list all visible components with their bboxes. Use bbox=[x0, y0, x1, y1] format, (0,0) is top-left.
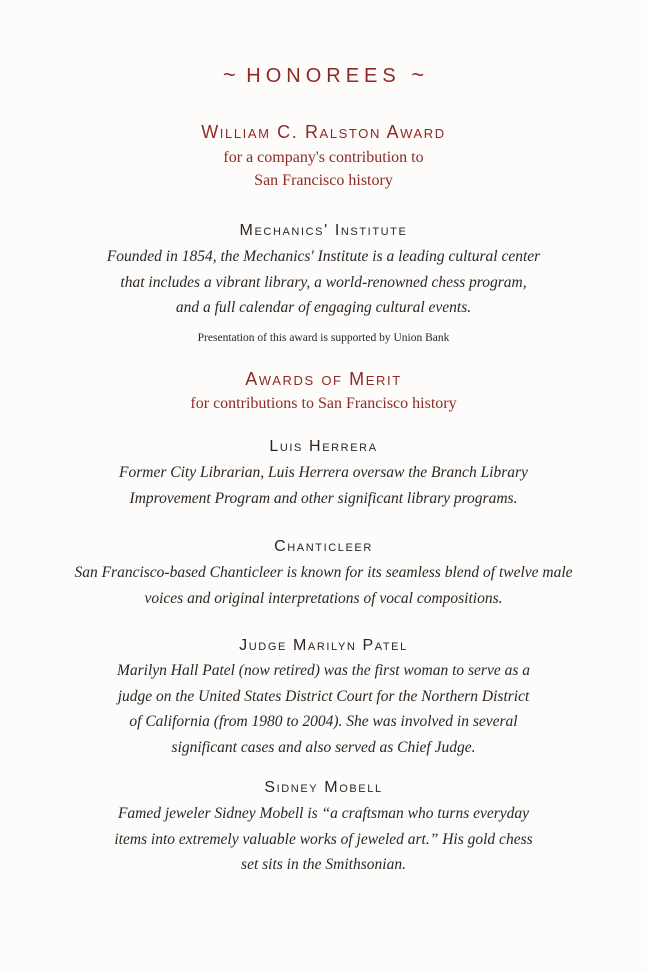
description-line: Famed jeweler Sidney Mobell is “a craftsman who turns everyday bbox=[117, 805, 530, 822]
description-line: items into extremely valuable works of jeweled art.” His gold chess bbox=[114, 830, 533, 848]
ralston-award-subtitle-line1: for a company's contribution to bbox=[223, 149, 424, 166]
honoree-name-herrera: Luis Herrera bbox=[269, 438, 378, 455]
description-line: that includes a vibrant library, a world-renowned chess program, bbox=[120, 273, 527, 291]
description-line: significant cases and also served as Chief Judge. bbox=[171, 738, 476, 756]
tilde-left: ~ bbox=[222, 62, 236, 87]
description-line: Founded in 1854, the Mechanics' Institute is a leading cultural center bbox=[106, 248, 541, 265]
page-header bbox=[0, 62, 647, 88]
description-line: set sits in the Smithsonian. bbox=[241, 856, 406, 873]
description-line: voices and original interpretations of vocal compositions. bbox=[144, 589, 503, 607]
merit-awards-subtitle: for contributions to San Francisco history bbox=[190, 395, 457, 412]
mechanics-institute-name: Mechanics' Institute bbox=[239, 222, 408, 239]
ralston-award-subtitle-line2: San Francisco history bbox=[254, 172, 393, 189]
support-note: Presentation of this award is supported by Union Bank bbox=[197, 332, 450, 344]
honoree-description-patel bbox=[0, 658, 647, 760]
honoree-name-mobell: Sidney Mobell bbox=[264, 779, 383, 796]
description-line: and a full calendar of engaging cultural events. bbox=[175, 299, 472, 316]
page-title: HONOREES bbox=[246, 65, 401, 87]
honoree-description-herrera bbox=[0, 460, 647, 511]
description-line: judge on the United States District Court for the Northern District bbox=[117, 687, 530, 705]
description-line: of California (from 1980 to 2004). She was involved in several bbox=[129, 713, 518, 730]
ralston-award-title: William C. Ralston Award bbox=[201, 122, 446, 142]
honoree-name-patel: Judge Marilyn Patel bbox=[239, 637, 408, 654]
honoree-description-chanticleer bbox=[0, 560, 647, 611]
description-line: Marilyn Hall Patel (now retired) was the first woman to serve as a bbox=[116, 662, 530, 679]
description-line: Former City Librarian, Luis Herrera oversaw the Branch Library bbox=[119, 464, 528, 481]
description-line: Improvement Program and other significant library programs. bbox=[129, 489, 518, 507]
honoree-name-chanticleer: Chanticleer bbox=[274, 538, 373, 555]
mechanics-institute-description bbox=[0, 244, 647, 321]
merit-awards-title: Awards of Merit bbox=[245, 369, 402, 389]
description-line: San Francisco-based Chanticleer is known for its seamless blend of twelve male bbox=[74, 564, 573, 581]
honoree-description-mobell bbox=[0, 801, 647, 878]
tilde-right: ~ bbox=[411, 62, 425, 87]
